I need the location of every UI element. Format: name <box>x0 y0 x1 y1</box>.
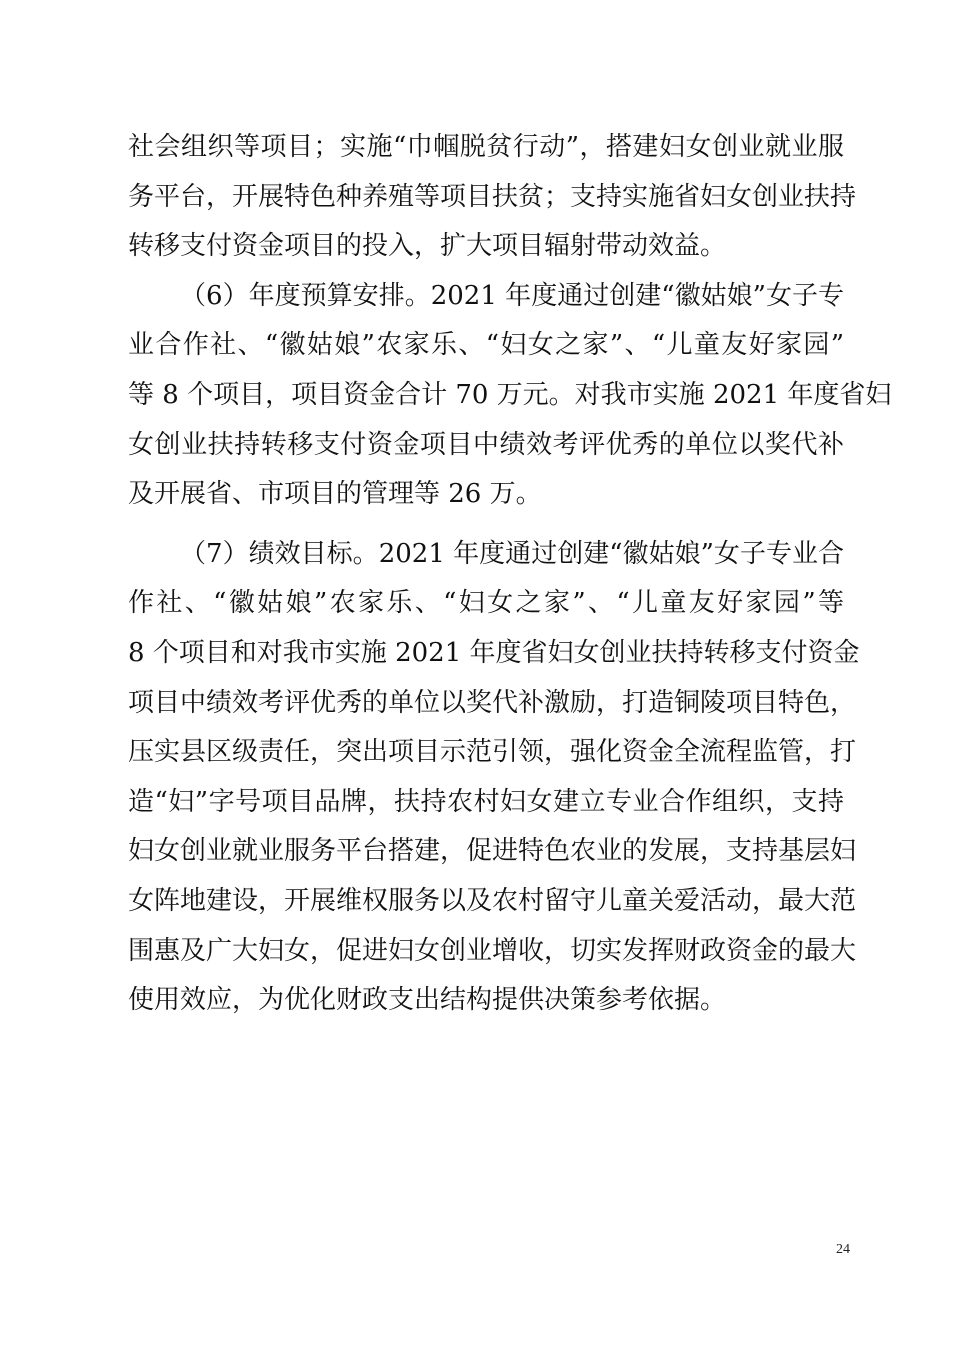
text-line: （6）年度预算安排。2021 年度通过创建“徽姑娘”女子专 <box>180 280 844 311</box>
text-line: 转移支付资金项目的投入，扩大项目辐射带动效益。 <box>128 231 727 262</box>
text-line: 造“妇”字号项目品牌，扶持农村妇女建立专业合作组织，支持 <box>128 786 844 817</box>
body-text <box>128 123 892 1026</box>
text-line: 务平台，开展特色种养殖等项目扶贫；支持实施省妇女创业扶持 <box>128 181 857 212</box>
text-line: 女阵地建设，开展维权服务以及农村留守儿童关爱活动，最大范 <box>128 885 857 916</box>
text-line: 项目中绩效考评优秀的单位以奖代补激励，打造铜陵项目特色， <box>128 687 857 718</box>
paragraph-budget <box>128 272 892 520</box>
text-line: 8 个项目和对我市实施 2021 年度省妇女创业扶持转移支付资金 <box>128 637 860 668</box>
text-line: 妇女创业就业服务平台搭建，促进特色农业的发展，支持基层妇 <box>128 836 857 867</box>
text-line: 女创业扶持转移支付资金项目中绩效考评优秀的单位以奖代补 <box>128 429 844 460</box>
text-line: 围惠及广大妇女，促进妇女创业增收，切实发挥财政资金的最大 <box>128 935 857 966</box>
paragraph-goals <box>128 530 860 1026</box>
text-line: 社会组织等项目；实施“巾帼脱贫行动”，搭建妇女创业就业服 <box>128 132 844 162</box>
text-line: 压实县区级责任，突出项目示范引领，强化资金全流程监管，打 <box>128 737 857 768</box>
text-line: 作社、“徽姑娘”农家乐、“妇女之家”、“儿童友好家园”等 <box>128 588 844 619</box>
text-line: 等 8 个项目，项目资金合计 70 万元。对我市实施 2021 年度省妇 <box>128 379 892 410</box>
text-line: 业合作社、“徽姑娘”农家乐、“妇女之家”、“儿童友好家园” <box>128 330 844 361</box>
text-line: 使用效应，为优化财政支出结构提供决策参考依据。 <box>128 985 727 1016</box>
paragraph-1 <box>128 123 857 272</box>
text-line: （7）绩效目标。2021 年度通过创建“徽姑娘”女子专业合 <box>180 538 844 569</box>
page-number: 24 <box>836 1242 850 1257</box>
text-line: 及开展省、市项目的管理等 26 万。 <box>128 479 542 510</box>
paragraph-gap <box>128 520 844 530</box>
